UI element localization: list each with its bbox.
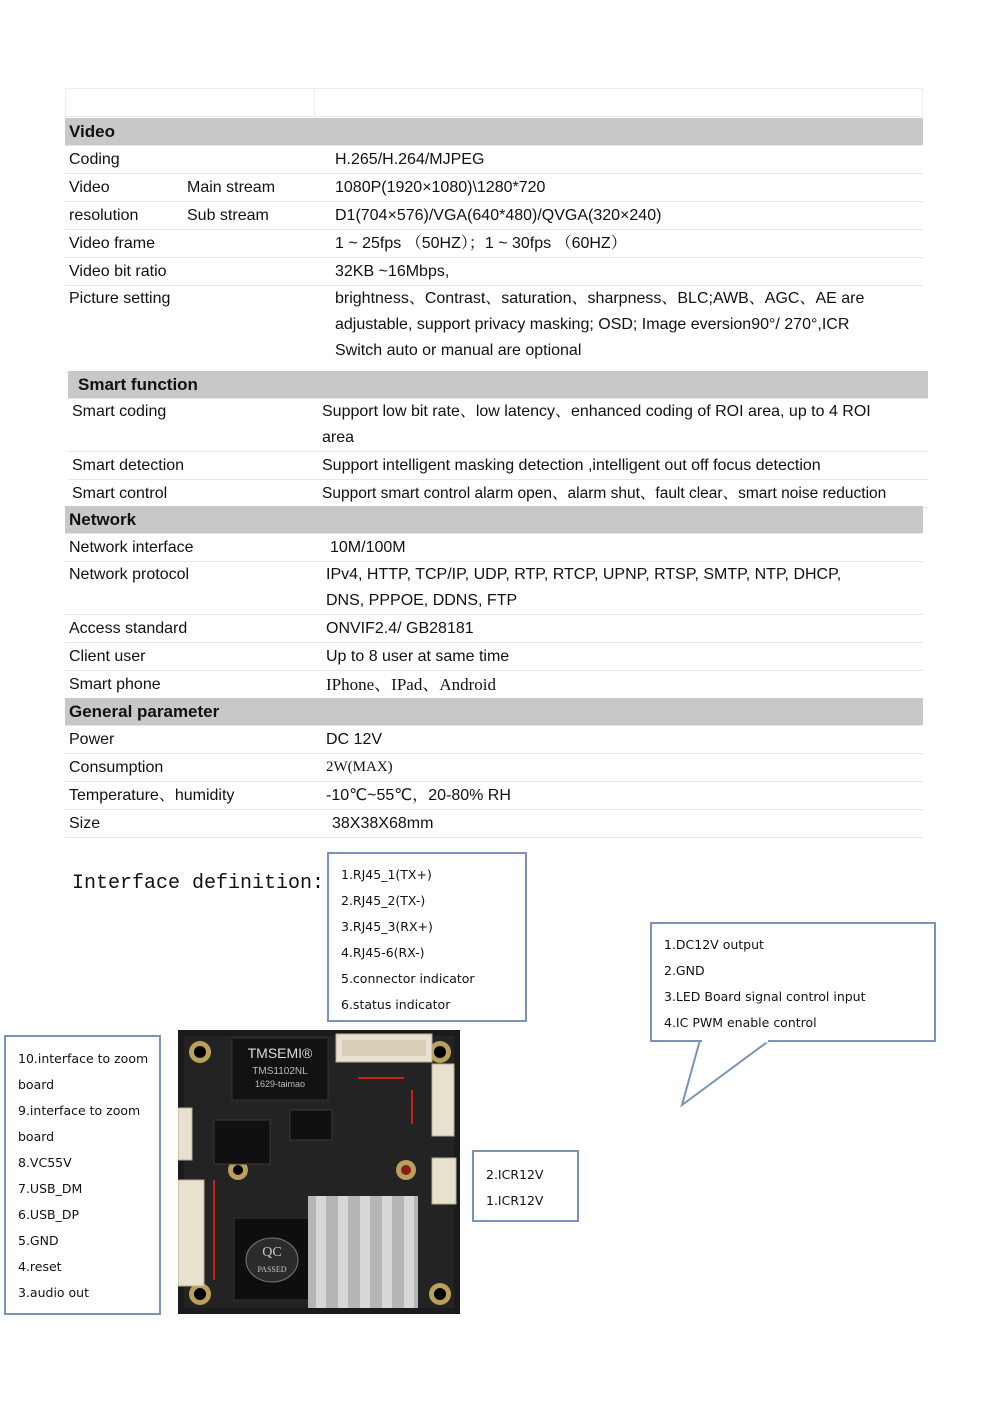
- bitratio-value: 32KB ~16Mbps,: [321, 258, 923, 286]
- smart-detection-label: Smart detection: [68, 452, 318, 480]
- network-protocol-value-2: DNS, PPPOE, DDNS, FTP: [326, 592, 518, 609]
- left-callout-line: 3.audio out: [18, 1285, 90, 1300]
- smart-phone-label: Smart phone: [65, 671, 320, 699]
- top-callout-line: 4.RJ45-6(RX-): [341, 945, 425, 960]
- top-callout-line: 2.RJ45_2(TX-): [341, 893, 426, 908]
- picture-value: [321, 286, 923, 373]
- picture-value-line-2: adjustable, support privacy masking; OSD; Image eversion90°/ 270°,ICR: [335, 316, 850, 333]
- video-header: Video: [65, 118, 923, 146]
- picture-value-line-1: brightness、Contrast、saturation、sharpness、BLC;AWB、AGC、AE are: [335, 290, 865, 307]
- bitratio-label: Video bit ratio: [65, 258, 321, 286]
- top-callout-line: 6.status indicator: [341, 997, 451, 1012]
- temperature-label: Temperature、humidity: [65, 782, 320, 810]
- top-callout-line: 3.RJ45_3(RX+): [341, 919, 433, 934]
- sub-stream-value: D1(704×576)/VGA(640*480)/QVGA(320×240): [321, 202, 923, 230]
- size-label: Size: [65, 810, 320, 838]
- client-user-value: Up to 8 user at same time: [320, 643, 923, 671]
- access-standard-label: Access standard: [65, 615, 320, 643]
- general-header: General parameter: [65, 698, 923, 726]
- main-stream-label: Main stream: [183, 174, 321, 202]
- top-callout-line: 5.connector indicator: [341, 971, 475, 986]
- smart-header: Smart function: [68, 371, 928, 399]
- resolution-label-1: Video: [65, 174, 183, 202]
- top-empty-row: [65, 88, 923, 117]
- board-brand: TMSEMI®: [247, 1045, 313, 1061]
- interface-title: Interface definition:: [72, 872, 325, 895]
- icr-callout-line: 2.ICR12V: [486, 1167, 544, 1182]
- smart-detection-value: Support intelligent masking detection ,intelligent out off focus detection: [318, 452, 928, 480]
- left-callout-line: 6.USB_DP: [18, 1207, 79, 1222]
- coding-label: Coding: [65, 146, 321, 174]
- smart-coding-value-1: Support low bit rate、low latency、enhanced coding of ROI area, up to 4 ROI: [322, 403, 871, 420]
- board-photo: [178, 1030, 460, 1314]
- left-callout-line: board: [18, 1077, 55, 1092]
- smart-coding-label: Smart coding: [68, 399, 318, 452]
- frame-label: Video frame: [65, 230, 321, 258]
- network-header: Network: [65, 506, 923, 534]
- left-callout-line: 8.VC55V: [18, 1155, 72, 1170]
- access-standard-value: ONVIF2.4/ GB28181: [320, 615, 923, 643]
- right-callout-line: 1.DC12V output: [664, 937, 764, 952]
- icr-callout-line: 1.ICR12V: [486, 1193, 544, 1208]
- right-callout-line: 2.GND: [664, 963, 705, 978]
- network-protocol-label: Network protocol: [65, 562, 320, 615]
- temperature-value: -10℃~55℃，20-80% RH: [320, 782, 923, 810]
- main-stream-value: 1080P(1920×1080)\1280*720: [321, 174, 923, 202]
- right-callout: [650, 922, 936, 1042]
- network-table: [65, 506, 923, 699]
- smart-table: [68, 371, 928, 508]
- left-callout-line: 9.interface to zoom: [18, 1103, 141, 1118]
- board-model: TMS1102NL: [252, 1066, 308, 1077]
- right-callout-line: 4.IC PWM enable control: [664, 1015, 817, 1030]
- smart-phone-value: IPhone、IPad、Android: [320, 671, 923, 699]
- smart-coding-value-2: area: [322, 429, 355, 446]
- frame-value: 1 ~ 25fps （50HZ）；1 ~ 30fps （60HZ）: [321, 230, 923, 258]
- top-callout-line: 1.RJ45_1(TX+): [341, 867, 432, 882]
- left-callout-line: 4.reset: [18, 1259, 62, 1274]
- power-value: DC 12V: [320, 726, 923, 754]
- power-label: Power: [65, 726, 320, 754]
- top-callout: [327, 852, 527, 1022]
- left-callout-line: 10.interface to zoom: [18, 1051, 149, 1066]
- coding-value: H.265/H.264/MJPEG: [321, 146, 923, 174]
- sub-stream-label: Sub stream: [183, 202, 321, 230]
- resolution-label-2: resolution: [65, 202, 183, 230]
- board-qc: QC: [262, 1245, 282, 1260]
- picture-label: Picture setting: [65, 286, 321, 373]
- left-callout-line: 7.USB_DM: [18, 1181, 83, 1196]
- picture-value-line-3: Switch auto or manual are optional: [335, 342, 582, 359]
- network-protocol-value-1: IPv4, HTTP, TCP/IP, UDP, RTP, RTCP, UPNP, RTSP, SMTP, NTP, DHCP,: [326, 566, 842, 583]
- size-value: 38X38X68mm: [320, 810, 923, 838]
- left-callout: [4, 1035, 161, 1315]
- board-code: 1629-taimao: [254, 1079, 306, 1089]
- left-callout-line: 5.GND: [18, 1233, 59, 1248]
- smart-control-value: Support smart control alarm open、alarm shut、fault clear、smart noise reduction: [318, 480, 928, 508]
- network-interface-label: Network interface: [65, 534, 320, 562]
- general-table: [65, 698, 923, 838]
- consumption-label: Consumption: [65, 754, 320, 782]
- video-table: [65, 118, 923, 373]
- smart-control-label: Smart control: [68, 480, 318, 508]
- icr-callout: [472, 1150, 579, 1222]
- network-interface-value: 10M/100M: [320, 534, 923, 562]
- client-user-label: Client user: [65, 643, 320, 671]
- board-passed: PASSED: [257, 1265, 287, 1274]
- consumption-value: 2W(MAX): [320, 754, 923, 782]
- right-callout-line: 3.LED Board signal control input: [664, 989, 866, 1004]
- left-callout-line: board: [18, 1129, 55, 1144]
